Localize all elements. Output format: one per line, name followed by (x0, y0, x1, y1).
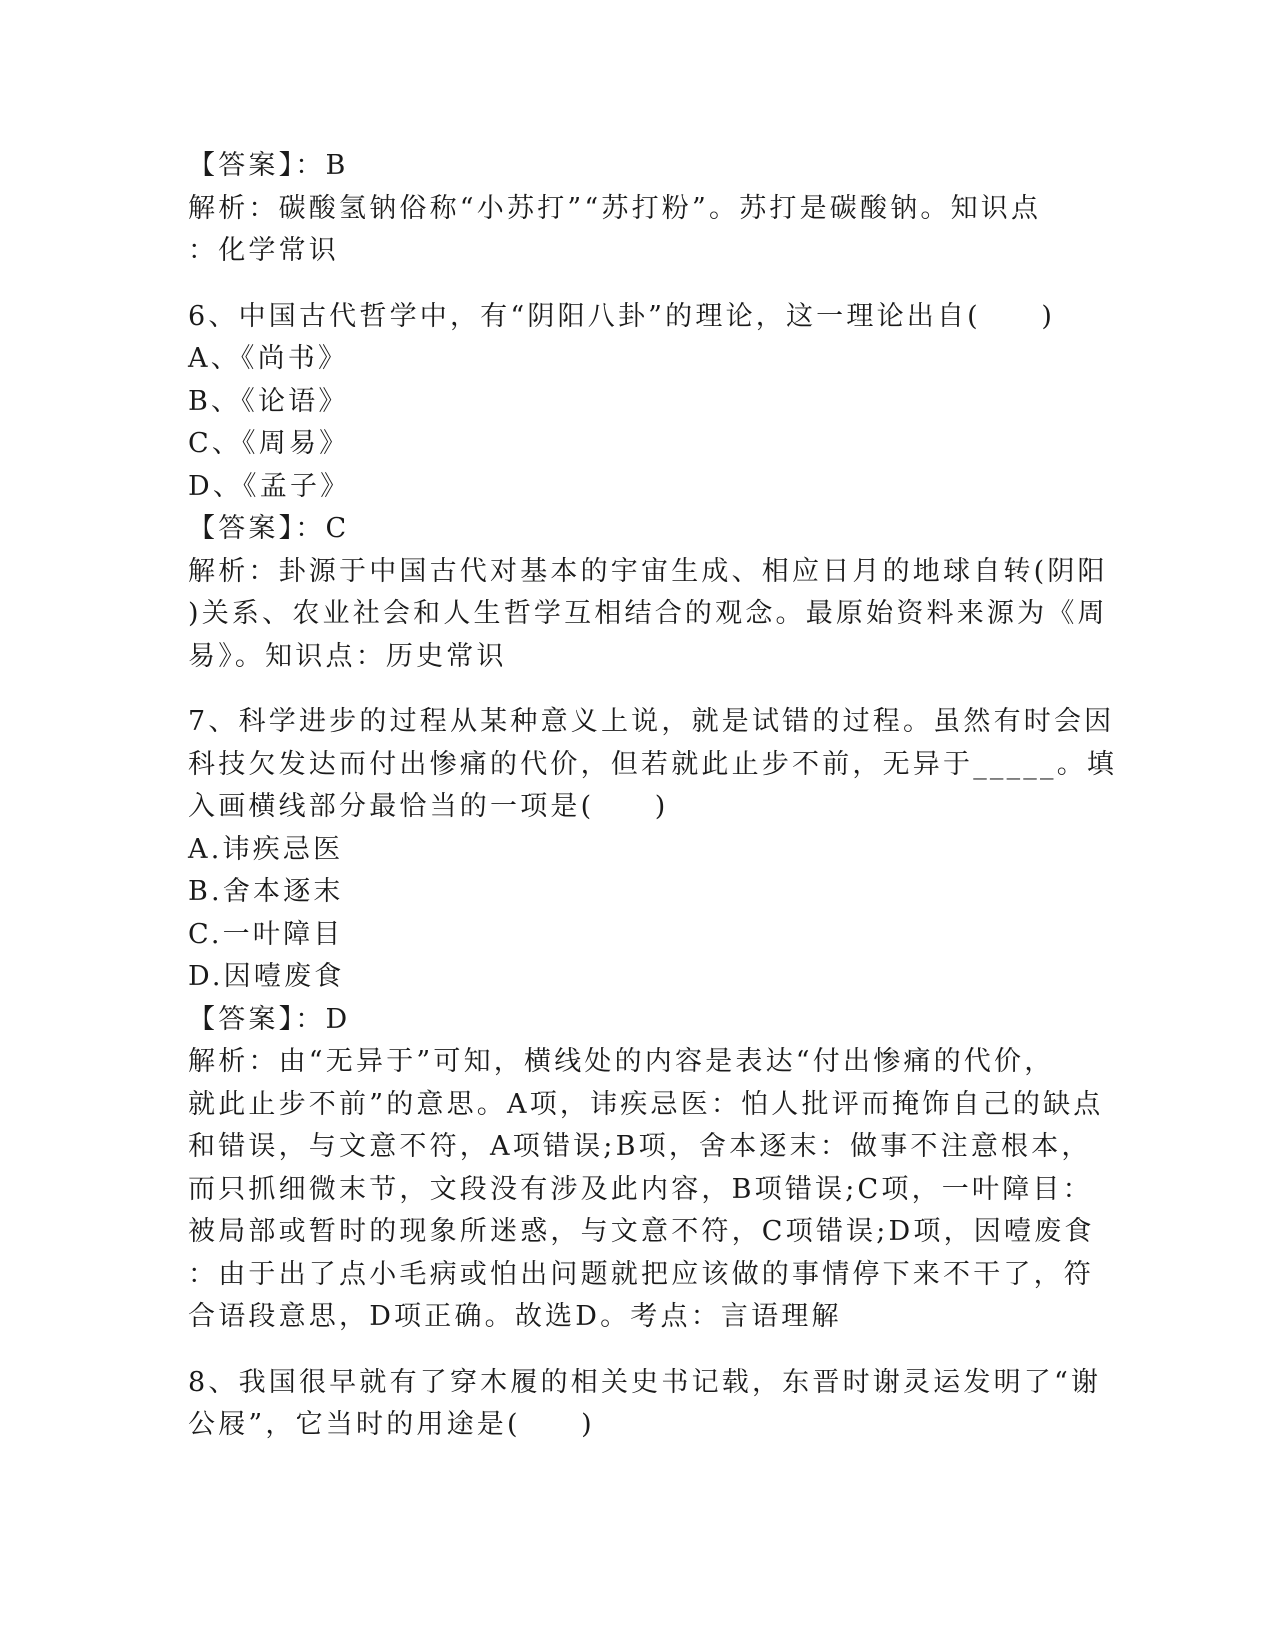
analysis-line: )关系、农业社会和人生哲学互相结合的观念。最原始资料来源为《周 (188, 598, 1108, 629)
spacer (188, 678, 1088, 701)
analysis-line: 解析：由“无异于”可知，横线处的内容是表达“付出惨痛的代价， (188, 1046, 1055, 1077)
exam-page (188, 145, 1118, 1447)
question-stem: 科技欠发达而付出惨痛的代价，但若就此止步不前，无异于_____。填 (188, 748, 1118, 780)
answer-line: 【答案】：D (188, 1003, 351, 1035)
spacer (188, 273, 1088, 296)
analysis-line: 合语段意思，D项正确。故选D。考点：言语理解 (188, 1301, 842, 1332)
answer-line: 【答案】：B (188, 150, 349, 181)
question-stem: 入画横线部分最恰当的一项是( ) (188, 791, 669, 822)
option-d: D、《孟子》 (188, 470, 351, 502)
analysis-line: 而只抓细微末节，文段没有涉及此内容，B项错误;C项，一叶障目： (188, 1173, 1093, 1205)
question-5-tail (188, 145, 1088, 273)
analysis-line: ：化学常识 (188, 235, 339, 266)
analysis-line: 和错误，与文意不符，A项错误;B项，舍本逐末：做事不注意根本， (188, 1131, 1092, 1162)
option-b: B、《论语》 (188, 385, 349, 417)
option-a: A、《尚书》 (188, 343, 349, 374)
option-d: D.因噎废食 (188, 961, 345, 992)
option-c: C、《周易》 (188, 428, 350, 459)
question-stem: 8、我国很早就有了穿木履的相关史书记载，东晋时谢灵运发明了“谢 (188, 1366, 1102, 1398)
question-stem: 6、中国古代哲学中，有“阴阳八卦”的理论，这一理论出自( ) (188, 300, 1056, 332)
question-7 (188, 701, 1118, 1339)
option-b: B.舍本逐末 (188, 876, 344, 907)
spacer (188, 1339, 1088, 1362)
question-stem: 公屐”，它当时的用途是( ) (188, 1409, 595, 1440)
question-8 (188, 1362, 1102, 1447)
option-c: C.一叶障目 (188, 918, 344, 950)
analysis-line: 易》。知识点：历史常识 (188, 640, 507, 672)
analysis-line: 解析：碳酸氢钠俗称“小苏打”“苏打粉”。苏打是碳酸钠。知识点 (188, 192, 1042, 224)
answer-line: 【答案】：C (188, 513, 350, 544)
analysis-line: ：由于出了点小毛病或怕出问题就把应该做的事情停下来不干了，符 (188, 1258, 1094, 1290)
question-6 (188, 296, 1108, 679)
option-a: A.讳疾忌医 (188, 833, 344, 865)
analysis-line: 就此止步不前”的意思。A项，讳疾忌医：怕人批评而掩饰自己的缺点 (188, 1088, 1104, 1120)
analysis-line: 被局部或暂时的现象所迷惑，与文意不符，C项错误;D项，因噎废食 (188, 1216, 1095, 1247)
analysis-line: 解析：卦源于中国古代对基本的宇宙生成、相应日月的地球自转(阴阳 (188, 555, 1108, 587)
question-stem: 7、科学进步的过程从某种意义上说，就是试错的过程。虽然有时会因 (188, 706, 1115, 737)
